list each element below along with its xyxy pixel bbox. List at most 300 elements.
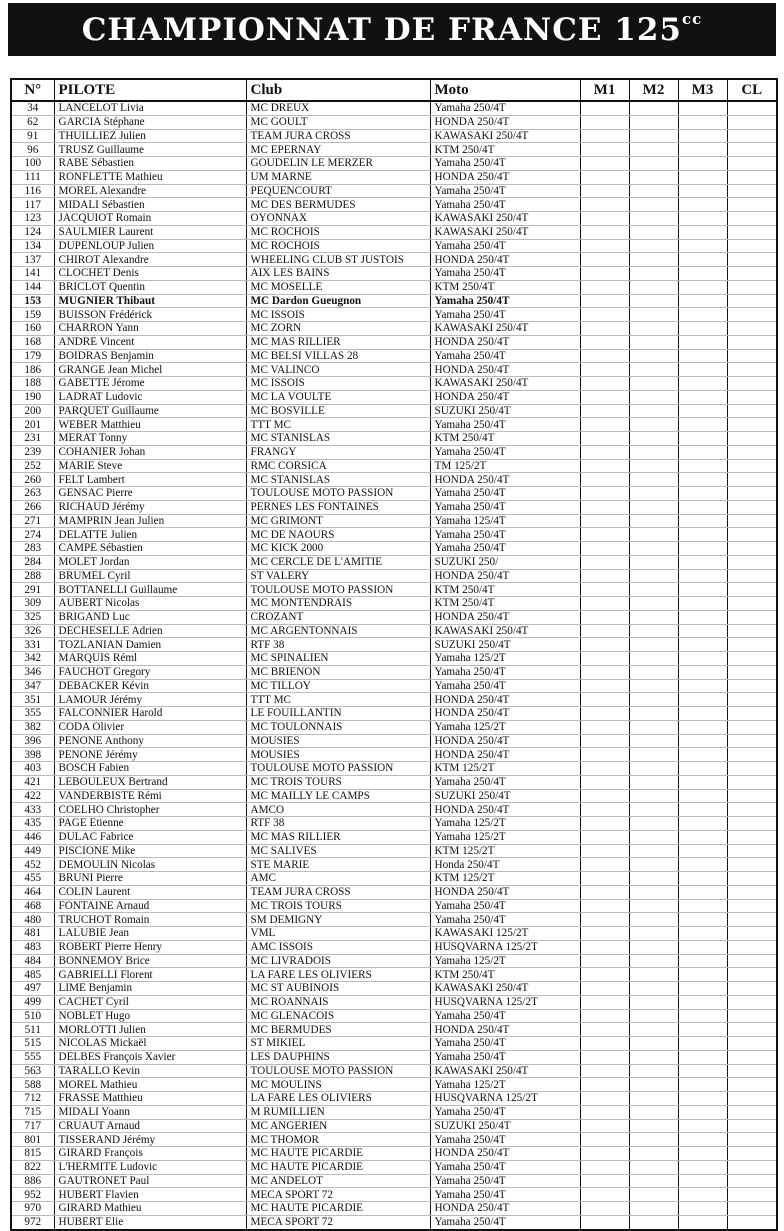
table-row <box>11 940 777 954</box>
cell-m2 <box>629 514 678 528</box>
cell-m3 <box>678 707 727 721</box>
cell-m3 <box>678 610 727 624</box>
table-body <box>11 101 777 1230</box>
cell-m1 <box>580 665 629 679</box>
cell-moto: HONDA 250/4T <box>430 1147 580 1161</box>
cell-m1 <box>580 170 629 184</box>
cell-number: 347 <box>11 679 54 693</box>
cell-m2 <box>629 885 678 899</box>
table-row <box>11 322 777 336</box>
cell-number: 144 <box>11 280 54 294</box>
cell-m1 <box>580 363 629 377</box>
cell-pilote: JACQUIOT Romain <box>54 212 246 226</box>
cell-cl <box>727 899 777 913</box>
cell-number: 455 <box>11 872 54 886</box>
cell-club: MC STANISLAS <box>246 473 430 487</box>
cell-moto: HONDA 250/4T <box>430 707 580 721</box>
cell-club: TOULOUSE MOTO PASSION <box>246 583 430 597</box>
cell-m3 <box>678 1064 727 1078</box>
cell-m3 <box>678 734 727 748</box>
cell-m1 <box>580 830 629 844</box>
cell-number: 403 <box>11 762 54 776</box>
cell-m3 <box>678 115 727 129</box>
cell-pilote: MAMPRIN Jean Julien <box>54 514 246 528</box>
cell-pilote: MARIE Steve <box>54 459 246 473</box>
cell-m2 <box>629 308 678 322</box>
col-header-pilote: PILOTE <box>54 79 246 101</box>
cell-m3 <box>678 1009 727 1023</box>
cell-moto: Yamaha 250/4T <box>430 913 580 927</box>
cell-cl <box>727 1119 777 1133</box>
cell-m3 <box>678 844 727 858</box>
cell-m2 <box>629 170 678 184</box>
cell-m2 <box>629 1174 678 1188</box>
cell-moto: HUSQVARNA 125/2T <box>430 995 580 1009</box>
table-row <box>11 817 777 831</box>
cell-club: MC TOULONNAIS <box>246 720 430 734</box>
cell-m3 <box>678 555 727 569</box>
cell-club: MC CERCLE DE L'AMITIE <box>246 555 430 569</box>
cell-pilote: BRIGAND Luc <box>54 610 246 624</box>
cell-pilote: CAMPE Sébastien <box>54 542 246 556</box>
cell-m3 <box>678 885 727 899</box>
cell-club: MC ISSOIS <box>246 308 430 322</box>
cell-pilote: MORLOTTI Julien <box>54 1023 246 1037</box>
cell-m2 <box>629 280 678 294</box>
table-row <box>11 1188 777 1202</box>
cell-number: 717 <box>11 1119 54 1133</box>
table-row <box>11 1147 777 1161</box>
cell-m1 <box>580 500 629 514</box>
cell-club: TEAM JURA CROSS <box>246 885 430 899</box>
cell-cl <box>727 665 777 679</box>
cell-cl <box>727 129 777 143</box>
cell-m1 <box>580 184 629 198</box>
col-header-m1: M1 <box>580 79 629 101</box>
cell-cl <box>727 872 777 886</box>
cell-club: OYONNAX <box>246 212 430 226</box>
cell-club: MC MAILLY LE CAMPS <box>246 789 430 803</box>
cell-club: MC SPINALIEN <box>246 652 430 666</box>
col-header-moto: Moto <box>430 79 580 101</box>
cell-m3 <box>678 569 727 583</box>
cell-cl <box>727 748 777 762</box>
cell-pilote: HUBERT Elie <box>54 1215 246 1229</box>
cell-number: 325 <box>11 610 54 624</box>
cell-moto: Yamaha 250/4T <box>430 308 580 322</box>
table-row <box>11 652 777 666</box>
cell-m3 <box>678 335 727 349</box>
cell-number: 288 <box>11 569 54 583</box>
cell-pilote: BRICLOT Quentin <box>54 280 246 294</box>
cell-m1 <box>580 308 629 322</box>
cell-moto: HONDA 250/4T <box>430 885 580 899</box>
cell-m1 <box>580 1050 629 1064</box>
cell-club: MC ROANNAIS <box>246 995 430 1009</box>
cell-moto: KAWASAKI 250/4T <box>430 225 580 239</box>
cell-number: 351 <box>11 693 54 707</box>
cell-number: 116 <box>11 184 54 198</box>
cell-club: SM DEMIGNY <box>246 913 430 927</box>
cell-number: 446 <box>11 830 54 844</box>
cell-m1 <box>580 707 629 721</box>
table-row <box>11 720 777 734</box>
cell-m2 <box>629 198 678 212</box>
cell-club: MC HAUTE PICARDIE <box>246 1160 430 1174</box>
cell-m1 <box>580 157 629 171</box>
cell-pilote: CHARRON Yann <box>54 322 246 336</box>
cell-m3 <box>678 143 727 157</box>
cell-cl <box>727 308 777 322</box>
cell-m3 <box>678 418 727 432</box>
cell-club: MC KICK 2000 <box>246 542 430 556</box>
cell-moto: HONDA 250/4T <box>430 803 580 817</box>
cell-m1 <box>580 212 629 226</box>
cell-club: WHEELING CLUB ST JUSTOIS <box>246 253 430 267</box>
cell-m3 <box>678 1023 727 1037</box>
cell-pilote: DULAC Fabrice <box>54 830 246 844</box>
cell-pilote: NICOLAS Mickaël <box>54 1037 246 1051</box>
table-row <box>11 294 777 308</box>
cell-moto: KTM 125/2T <box>430 844 580 858</box>
cell-cl <box>727 500 777 514</box>
cell-number: 231 <box>11 432 54 446</box>
cell-m2 <box>629 789 678 803</box>
cell-moto: Yamaha 250/4T <box>430 1174 580 1188</box>
table-row <box>11 555 777 569</box>
cell-pilote: MOREL Mathieu <box>54 1078 246 1092</box>
table-row <box>11 418 777 432</box>
table-row <box>11 872 777 886</box>
table-row <box>11 1092 777 1106</box>
cell-pilote: COHANIER Johan <box>54 445 246 459</box>
cell-number: 449 <box>11 844 54 858</box>
cell-pilote: DEBACKER Kévin <box>54 679 246 693</box>
cell-m2 <box>629 1160 678 1174</box>
cell-m2 <box>629 225 678 239</box>
cell-number: 355 <box>11 707 54 721</box>
cell-pilote: NOBLET Hugo <box>54 1009 246 1023</box>
cell-cl <box>727 803 777 817</box>
cell-moto: HONDA 250/4T <box>430 1202 580 1216</box>
table-row <box>11 899 777 913</box>
cell-cl <box>727 404 777 418</box>
page-title <box>8 12 776 48</box>
cell-m1 <box>580 1023 629 1037</box>
cell-moto: HONDA 250/4T <box>430 115 580 129</box>
cell-club: MC TROIS TOURS <box>246 899 430 913</box>
cell-number: 464 <box>11 885 54 899</box>
table-row <box>11 1215 777 1229</box>
cell-m3 <box>678 1174 727 1188</box>
cell-m1 <box>580 115 629 129</box>
table-row <box>11 913 777 927</box>
table-row <box>11 1174 777 1188</box>
cell-m2 <box>629 665 678 679</box>
cell-club: LE FOUILLANTIN <box>246 707 430 721</box>
cell-m2 <box>629 1147 678 1161</box>
entry-table <box>10 78 778 1231</box>
cell-m3 <box>678 390 727 404</box>
table-row <box>11 445 777 459</box>
cell-club: AMC <box>246 872 430 886</box>
cell-club: MC BERMUDES <box>246 1023 430 1037</box>
cell-moto: SUZUKI 250/4T <box>430 404 580 418</box>
cell-pilote: FONTAINE Arnaud <box>54 899 246 913</box>
cell-m3 <box>678 858 727 872</box>
cell-m1 <box>580 954 629 968</box>
cell-number: 346 <box>11 665 54 679</box>
table-row <box>11 734 777 748</box>
cell-cl <box>727 115 777 129</box>
cell-cl <box>727 253 777 267</box>
cell-m1 <box>580 143 629 157</box>
cell-m1 <box>580 583 629 597</box>
table-row <box>11 459 777 473</box>
cell-number: 200 <box>11 404 54 418</box>
cell-number: 34 <box>11 101 54 115</box>
cell-m1 <box>580 982 629 996</box>
cell-number: 715 <box>11 1105 54 1119</box>
cell-club: MC DREUX <box>246 101 430 115</box>
cell-cl <box>727 968 777 982</box>
cell-club: MC HAUTE PICARDIE <box>246 1202 430 1216</box>
cell-number: 260 <box>11 473 54 487</box>
cell-pilote: DUPENLOUP Julien <box>54 239 246 253</box>
cell-cl <box>727 817 777 831</box>
cell-moto: HONDA 250/4T <box>430 473 580 487</box>
cell-moto: Yamaha 250/4T <box>430 487 580 501</box>
cell-moto: HUSQVARNA 125/2T <box>430 1092 580 1106</box>
cell-club: MC BELSI VILLAS 28 <box>246 349 430 363</box>
cell-pilote: RABE Sébastien <box>54 157 246 171</box>
cell-m1 <box>580 514 629 528</box>
cell-m2 <box>629 129 678 143</box>
cell-club: M RUMILLIEN <box>246 1105 430 1119</box>
cell-m2 <box>629 1037 678 1051</box>
cell-pilote: FAUCHOT Gregory <box>54 665 246 679</box>
cell-club: LA FARE LES OLIVIERS <box>246 968 430 982</box>
cell-m1 <box>580 789 629 803</box>
cell-m2 <box>629 707 678 721</box>
cell-cl <box>727 335 777 349</box>
cell-m2 <box>629 569 678 583</box>
cell-number: 481 <box>11 927 54 941</box>
cell-moto: HONDA 250/4T <box>430 390 580 404</box>
cell-number: 326 <box>11 624 54 638</box>
cell-m3 <box>678 542 727 556</box>
cell-number: 117 <box>11 198 54 212</box>
cell-club: MOUSIES <box>246 734 430 748</box>
cell-pilote: CLOCHET Denis <box>54 267 246 281</box>
col-header-club: Club <box>246 79 430 101</box>
cell-m1 <box>580 968 629 982</box>
cell-m3 <box>678 432 727 446</box>
cell-m1 <box>580 1064 629 1078</box>
cell-m2 <box>629 349 678 363</box>
cell-moto: KAWASAKI 250/4T <box>430 1064 580 1078</box>
cell-pilote: SAULMIER Laurent <box>54 225 246 239</box>
cell-pilote: COLIN Laurent <box>54 885 246 899</box>
cell-m2 <box>629 1092 678 1106</box>
cell-number: 201 <box>11 418 54 432</box>
cell-m2 <box>629 982 678 996</box>
cell-m1 <box>580 349 629 363</box>
table-row <box>11 954 777 968</box>
cell-moto: HONDA 250/4T <box>430 1023 580 1037</box>
cell-cl <box>727 473 777 487</box>
cell-cl <box>727 432 777 446</box>
cell-moto: SUZUKI 250/4T <box>430 638 580 652</box>
cell-m2 <box>629 1064 678 1078</box>
cell-m3 <box>678 899 727 913</box>
cell-m2 <box>629 775 678 789</box>
cell-moto: Yamaha 250/4T <box>430 445 580 459</box>
cell-pilote: FELT Lambert <box>54 473 246 487</box>
cell-club: MC ISSOIS <box>246 377 430 391</box>
cell-cl <box>727 1050 777 1064</box>
cell-number: 284 <box>11 555 54 569</box>
table-row <box>11 239 777 253</box>
cell-number: 100 <box>11 157 54 171</box>
cell-cl <box>727 1133 777 1147</box>
cell-number: 271 <box>11 514 54 528</box>
cell-m2 <box>629 679 678 693</box>
cell-m3 <box>678 101 727 115</box>
cell-number: 263 <box>11 487 54 501</box>
cell-m1 <box>580 1202 629 1216</box>
cell-m1 <box>580 1147 629 1161</box>
cell-m1 <box>580 555 629 569</box>
cell-club: AMC ISSOIS <box>246 940 430 954</box>
cell-moto: Yamaha 250/4T <box>430 1133 580 1147</box>
cell-number: 239 <box>11 445 54 459</box>
cell-m2 <box>629 1215 678 1229</box>
cell-club: MC MONTENDRAIS <box>246 597 430 611</box>
cell-m2 <box>629 693 678 707</box>
cell-m3 <box>678 1133 727 1147</box>
table-row <box>11 1064 777 1078</box>
cell-m3 <box>678 377 727 391</box>
cell-m2 <box>629 528 678 542</box>
table-row <box>11 1133 777 1147</box>
cell-m3 <box>678 583 727 597</box>
cell-m2 <box>629 583 678 597</box>
cell-cl <box>727 349 777 363</box>
cell-number: 153 <box>11 294 54 308</box>
cell-m1 <box>580 885 629 899</box>
cell-cl <box>727 445 777 459</box>
title-superscript: cc <box>682 10 703 28</box>
cell-number: 186 <box>11 363 54 377</box>
cell-club: TEAM JURA CROSS <box>246 129 430 143</box>
cell-moto: KTM 125/2T <box>430 762 580 776</box>
cell-m2 <box>629 500 678 514</box>
table-row <box>11 803 777 817</box>
cell-pilote: DEMOULIN Nicolas <box>54 858 246 872</box>
cell-m2 <box>629 212 678 226</box>
cell-m3 <box>678 157 727 171</box>
cell-m1 <box>580 652 629 666</box>
table-row <box>11 995 777 1009</box>
cell-m1 <box>580 844 629 858</box>
cell-m1 <box>580 734 629 748</box>
cell-club: MECA SPORT 72 <box>246 1215 430 1229</box>
cell-m3 <box>678 762 727 776</box>
cell-club: MC DES BERMUDES <box>246 198 430 212</box>
cell-pilote: GAUTRONET Paul <box>54 1174 246 1188</box>
cell-number: 396 <box>11 734 54 748</box>
cell-number: 111 <box>11 170 54 184</box>
cell-m3 <box>678 830 727 844</box>
cell-pilote: BONNEMOY Brice <box>54 954 246 968</box>
cell-number: 62 <box>11 115 54 129</box>
cell-pilote: TARALLO Kevin <box>54 1064 246 1078</box>
cell-pilote: GARCIA Stéphane <box>54 115 246 129</box>
cell-club: MC Dardon Gueugnon <box>246 294 430 308</box>
cell-m3 <box>678 995 727 1009</box>
cell-cl <box>727 555 777 569</box>
cell-club: MC VALINCO <box>246 363 430 377</box>
cell-m2 <box>629 404 678 418</box>
cell-club: MC GOULT <box>246 115 430 129</box>
cell-number: 452 <box>11 858 54 872</box>
cell-number: 515 <box>11 1037 54 1051</box>
cell-m2 <box>629 294 678 308</box>
cell-m2 <box>629 1188 678 1202</box>
cell-moto: Yamaha 250/4T <box>430 500 580 514</box>
cell-m3 <box>678 1119 727 1133</box>
cell-club: MC HAUTE PICARDIE <box>246 1147 430 1161</box>
cell-pilote: PENONE Anthony <box>54 734 246 748</box>
table-row <box>11 597 777 611</box>
cell-number: 484 <box>11 954 54 968</box>
cell-moto: KAWASAKI 250/4T <box>430 129 580 143</box>
cell-number: 274 <box>11 528 54 542</box>
col-header-m3: M3 <box>678 79 727 101</box>
cell-club: MC ST AUBINOIS <box>246 982 430 996</box>
cell-pilote: GRANGE Jean Michel <box>54 363 246 377</box>
cell-m2 <box>629 115 678 129</box>
table-row <box>11 1119 777 1133</box>
title-text: CHAMPIONNAT DE FRANCE 125 <box>81 12 683 48</box>
cell-m2 <box>629 253 678 267</box>
cell-club: MC DE NAOURS <box>246 528 430 542</box>
cell-m1 <box>580 1009 629 1023</box>
table-row <box>11 377 777 391</box>
cell-number: 331 <box>11 638 54 652</box>
table-row <box>11 858 777 872</box>
cell-pilote: DELBES François Xavier <box>54 1050 246 1064</box>
cell-m3 <box>678 1147 727 1161</box>
cell-club: MC ANDELOT <box>246 1174 430 1188</box>
table-row <box>11 157 777 171</box>
cell-club: MC GRIMONT <box>246 514 430 528</box>
cell-number: 283 <box>11 542 54 556</box>
cell-club: GOUDELIN LE MERZER <box>246 157 430 171</box>
cell-m3 <box>678 817 727 831</box>
cell-pilote: WEBER Matthieu <box>54 418 246 432</box>
cell-cl <box>727 1009 777 1023</box>
cell-club: MC ARGENTONNAIS <box>246 624 430 638</box>
cell-m1 <box>580 390 629 404</box>
table-row <box>11 308 777 322</box>
cell-moto: Yamaha 250/4T <box>430 775 580 789</box>
cell-number: 497 <box>11 982 54 996</box>
cell-cl <box>727 762 777 776</box>
cell-pilote: CACHET Cyril <box>54 995 246 1009</box>
cell-club: MC ANGERIEN <box>246 1119 430 1133</box>
